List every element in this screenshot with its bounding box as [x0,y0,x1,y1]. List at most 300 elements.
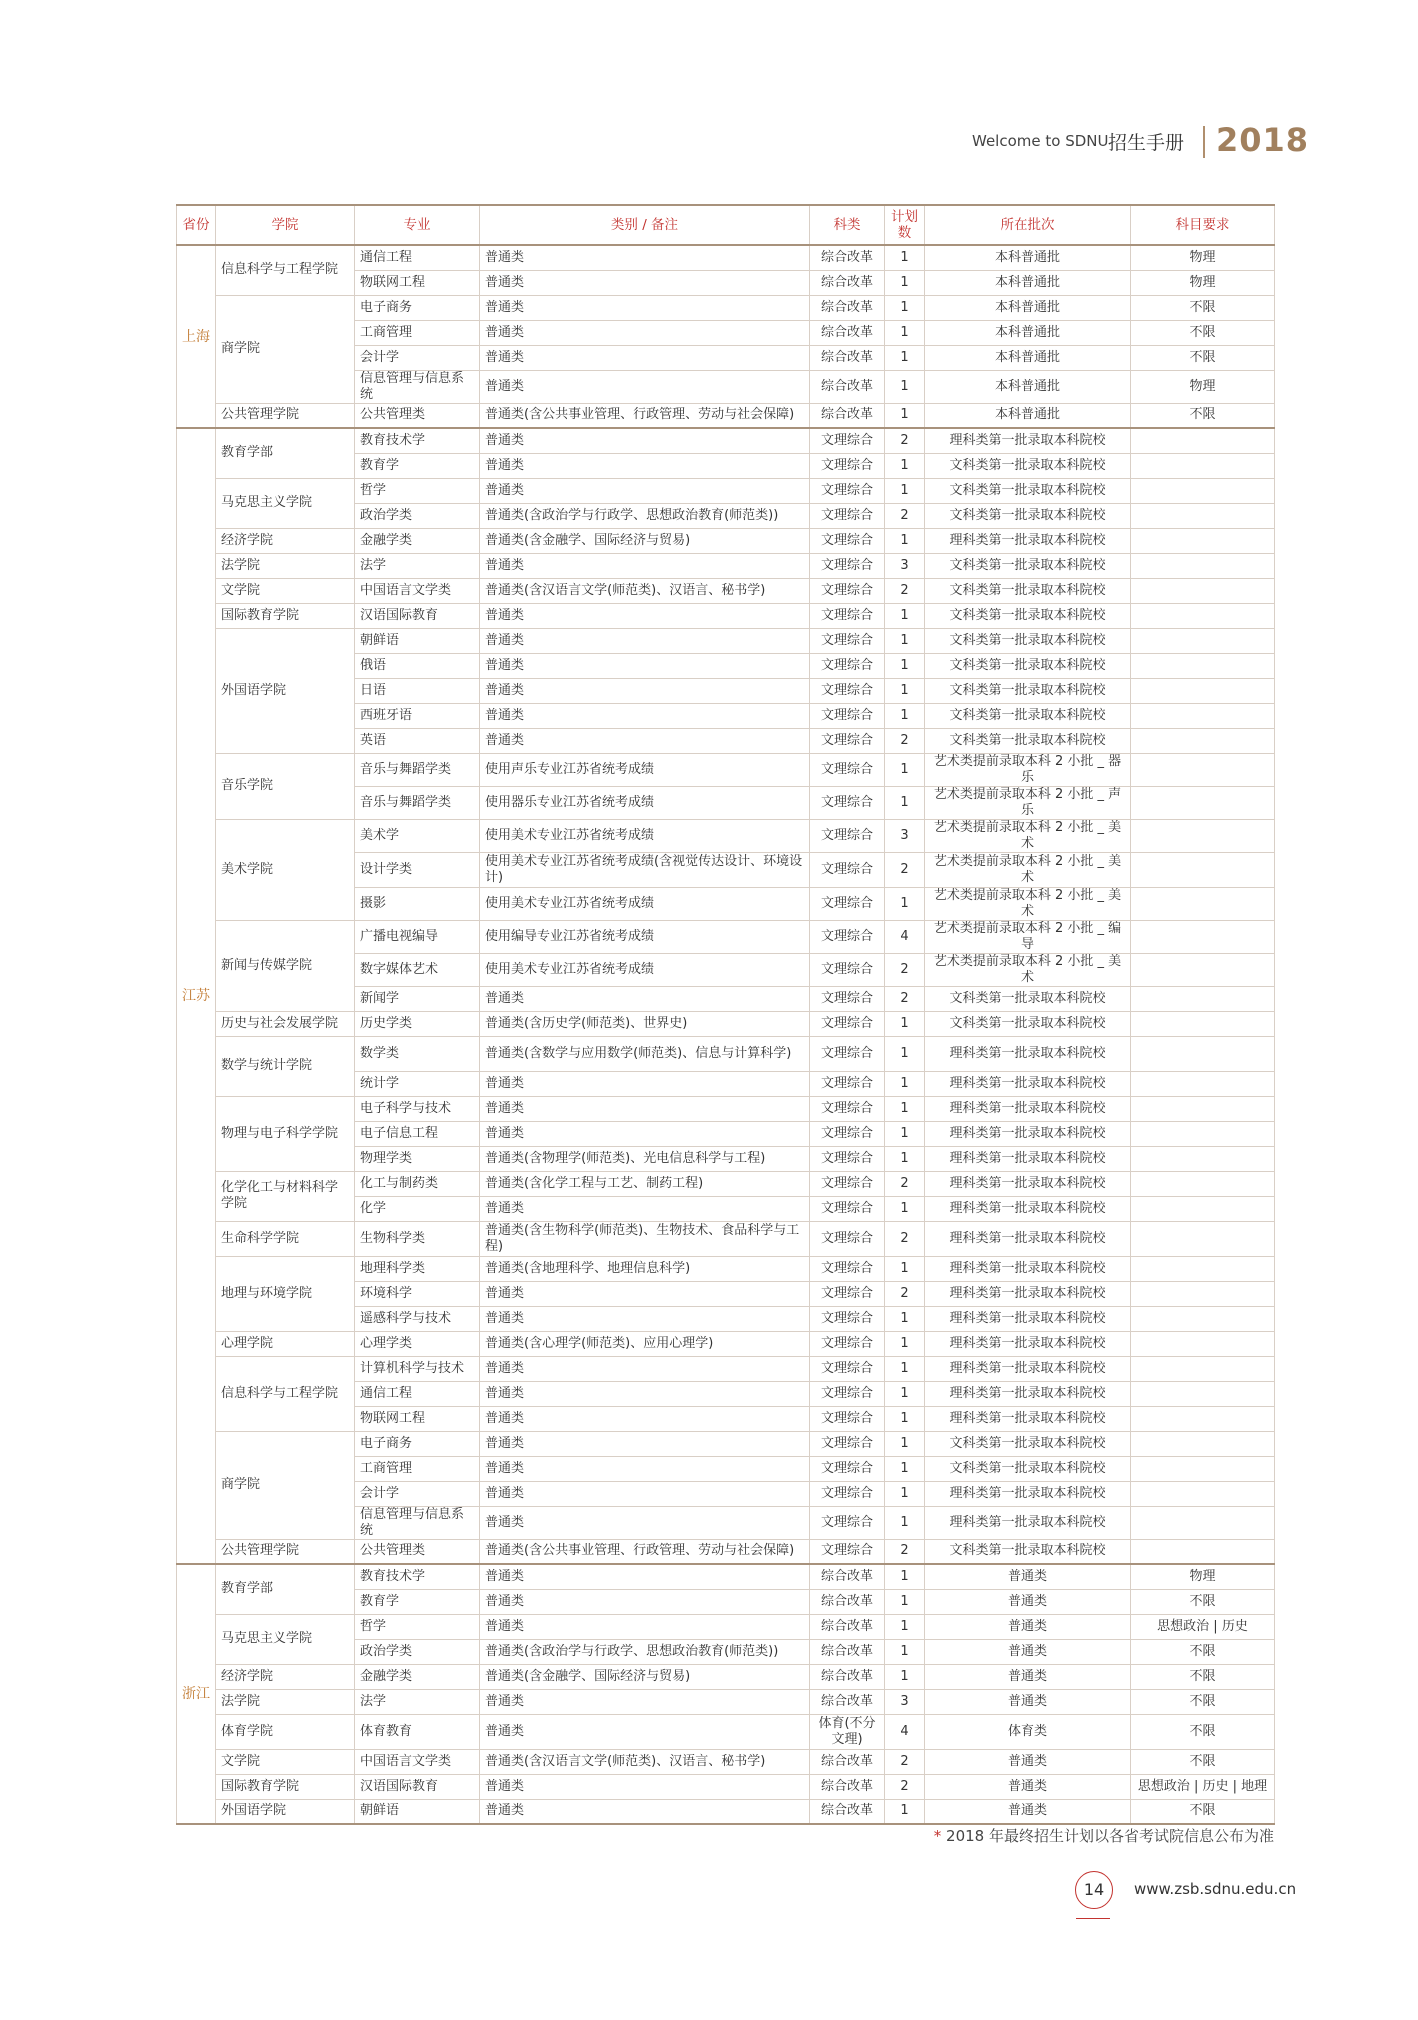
batch-cell: 艺术类提前录取本科 2 小批 _ 声乐 [925,786,1131,819]
college-cell: 教育学部 [216,428,355,478]
plan-count-cell: 1 [885,1331,925,1356]
subject-type-cell: 综合改革 [810,1799,885,1824]
plan-count-cell: 1 [885,453,925,478]
plan-count-cell: 1 [885,370,925,403]
major-cell: 英语 [355,728,480,753]
footnote-text: 2018 年最终招生计划以各省考试院信息公布为准 [941,1827,1274,1845]
requirement-cell: 思想政治 | 历史 [1131,1614,1275,1639]
requirement-cell [1131,1539,1275,1564]
major-cell: 教育技术学 [355,1564,480,1589]
requirement-cell [1131,1381,1275,1406]
batch-cell: 普通类 [925,1614,1131,1639]
batch-cell: 理科类第一批录取本科院校 [925,1331,1131,1356]
college-cell: 文学院 [216,578,355,603]
subject-type-cell: 文理综合 [810,1221,885,1256]
plan-count-cell: 1 [885,1431,925,1456]
table-row [177,1749,1275,1774]
major-cell: 化工与制药类 [355,1171,480,1196]
major-cell: 体育教育 [355,1714,480,1749]
plan-count-cell: 1 [885,403,925,428]
major-cell: 汉语国际教育 [355,603,480,628]
major-cell: 电子商务 [355,295,480,320]
plan-count-cell: 1 [885,478,925,503]
column-header: 学院 [216,205,355,245]
major-cell: 音乐与舞蹈学类 [355,753,480,786]
batch-cell: 艺术类提前录取本科 2 小批 _ 美术 [925,887,1131,920]
category-cell: 普通类(含政治学与行政学、思想政治教育(师范类)) [480,503,810,528]
plan-count-cell: 1 [885,1036,925,1071]
subject-type-cell: 文理综合 [810,1381,885,1406]
province-group [177,428,1275,1564]
table-row [177,1614,1275,1639]
plan-count-cell: 2 [885,986,925,1011]
batch-cell: 文科类第一批录取本科院校 [925,578,1131,603]
subject-type-cell: 文理综合 [810,528,885,553]
subject-type-cell: 文理综合 [810,1281,885,1306]
major-cell: 通信工程 [355,245,480,270]
subject-type-cell: 文理综合 [810,1431,885,1456]
requirement-cell [1131,1456,1275,1481]
table-row [177,1331,1275,1356]
college-cell: 历史与社会发展学院 [216,1011,355,1036]
subject-type-cell: 文理综合 [810,1331,885,1356]
subject-type-cell: 综合改革 [810,1564,885,1589]
table-row [177,819,1275,852]
requirement-cell [1131,453,1275,478]
requirement-cell [1131,1306,1275,1331]
subject-type-cell: 文理综合 [810,653,885,678]
requirement-cell [1131,1121,1275,1146]
category-cell: 普通类 [480,478,810,503]
major-cell: 通信工程 [355,1381,480,1406]
category-cell: 普通类 [480,1381,810,1406]
table-row [177,478,1275,503]
category-cell: 普通类(含公共事业管理、行政管理、劳动与社会保障) [480,1539,810,1564]
major-cell: 生物科学类 [355,1221,480,1256]
category-cell: 普通类 [480,1589,810,1614]
page-number-underline [1076,1918,1110,1919]
college-cell: 美术学院 [216,819,355,920]
subject-type-cell: 文理综合 [810,953,885,986]
college-cell: 新闻与传媒学院 [216,920,355,1011]
category-cell: 普通类 [480,428,810,453]
batch-cell: 理科类第一批录取本科院校 [925,1506,1131,1539]
college-cell: 经济学院 [216,528,355,553]
category-cell: 普通类 [480,553,810,578]
subject-type-cell: 文理综合 [810,428,885,453]
college-cell: 化学化工与材料科学学院 [216,1171,355,1221]
category-cell: 普通类 [480,986,810,1011]
requirement-cell [1131,753,1275,786]
header-welcome: Welcome to SDNU [972,132,1109,150]
requirement-cell [1131,1481,1275,1506]
college-cell: 体育学院 [216,1714,355,1749]
column-header: 类别 / 备注 [480,205,810,245]
plan-count-cell: 1 [885,1381,925,1406]
college-cell: 马克思主义学院 [216,1614,355,1664]
table-row [177,553,1275,578]
table-header-row [177,205,1275,245]
category-cell: 普通类 [480,1096,810,1121]
header-year: 2018 [1216,121,1310,159]
major-cell: 哲学 [355,1614,480,1639]
table-row [177,753,1275,786]
plan-count-cell: 3 [885,553,925,578]
subject-type-cell: 文理综合 [810,753,885,786]
batch-cell: 本科普通批 [925,245,1131,270]
table-row [177,1011,1275,1036]
plan-count-cell: 1 [885,1564,925,1589]
subject-type-cell: 综合改革 [810,1774,885,1799]
college-cell: 公共管理学院 [216,1539,355,1564]
subject-type-cell: 文理综合 [810,603,885,628]
plan-count-cell: 1 [885,1356,925,1381]
category-cell: 普通类 [480,1774,810,1799]
subject-type-cell: 综合改革 [810,1614,885,1639]
requirement-cell: 不限 [1131,1714,1275,1749]
subject-type-cell: 综合改革 [810,1664,885,1689]
batch-cell: 理科类第一批录取本科院校 [925,1481,1131,1506]
major-cell: 教育技术学 [355,428,480,453]
requirement-cell [1131,953,1275,986]
plan-count-cell: 1 [885,320,925,345]
requirement-cell [1131,703,1275,728]
category-cell: 使用美术专业江苏省统考成绩 [480,887,810,920]
requirement-cell: 不限 [1131,320,1275,345]
table-row [177,1036,1275,1071]
subject-type-cell: 文理综合 [810,1256,885,1281]
category-cell: 普通类(含金融学、国际经济与贸易) [480,1664,810,1689]
table-row [177,578,1275,603]
batch-cell: 文科类第一批录取本科院校 [925,453,1131,478]
requirement-cell: 不限 [1131,1749,1275,1774]
batch-cell: 文科类第一批录取本科院校 [925,986,1131,1011]
plan-count-cell: 1 [885,678,925,703]
category-cell: 普通类(含政治学与行政学、思想政治教育(师范类)) [480,1639,810,1664]
requirement-cell [1131,1221,1275,1256]
subject-type-cell: 文理综合 [810,553,885,578]
batch-cell: 文科类第一批录取本科院校 [925,478,1131,503]
major-cell: 电子信息工程 [355,1121,480,1146]
category-cell: 普通类 [480,1281,810,1306]
column-header: 所在批次 [925,205,1131,245]
column-header: 省份 [177,205,216,245]
college-cell: 物理与电子科学学院 [216,1096,355,1171]
table-row [177,1539,1275,1564]
category-cell: 普通类 [480,295,810,320]
batch-cell: 本科普通批 [925,370,1131,403]
category-cell: 普通类 [480,728,810,753]
category-cell: 普通类 [480,703,810,728]
table-row [177,403,1275,428]
batch-cell: 理科类第一批录取本科院校 [925,1171,1131,1196]
requirement-cell: 不限 [1131,345,1275,370]
category-cell: 普通类(含生物科学(师范类)、生物技术、食品科学与工程) [480,1221,810,1256]
header-divider [1203,126,1205,158]
category-cell: 普通类 [480,1121,810,1146]
plan-count-cell: 1 [885,1256,925,1281]
category-cell: 普通类 [480,603,810,628]
batch-cell: 文科类第一批录取本科院校 [925,703,1131,728]
subject-type-cell: 文理综合 [810,1036,885,1071]
major-cell: 日语 [355,678,480,703]
subject-type-cell: 文理综合 [810,628,885,653]
category-cell: 普通类 [480,453,810,478]
major-cell: 物联网工程 [355,1406,480,1431]
plan-count-cell: 1 [885,1614,925,1639]
table-row [177,1664,1275,1689]
major-cell: 统计学 [355,1071,480,1096]
subject-type-cell: 文理综合 [810,578,885,603]
category-cell: 普通类(含公共事业管理、行政管理、劳动与社会保障) [480,403,810,428]
requirement-cell [1131,1171,1275,1196]
plan-count-cell: 1 [885,1664,925,1689]
category-cell: 普通类 [480,653,810,678]
footnote [934,1825,1274,1846]
category-cell: 使用美术专业江苏省统考成绩(含视觉传达设计、环境设计) [480,852,810,887]
province-cell: 江苏 [177,428,216,1564]
plan-count-cell: 1 [885,1146,925,1171]
requirement-cell [1131,986,1275,1011]
plan-count-cell: 4 [885,1714,925,1749]
requirement-cell [1131,628,1275,653]
subject-type-cell: 综合改革 [810,295,885,320]
plan-count-cell: 2 [885,1221,925,1256]
plan-count-cell: 1 [885,1506,925,1539]
college-cell: 教育学部 [216,1564,355,1614]
subject-type-cell: 文理综合 [810,1011,885,1036]
major-cell: 工商管理 [355,320,480,345]
subject-type-cell: 文理综合 [810,728,885,753]
province-group [177,1564,1275,1824]
batch-cell: 理科类第一批录取本科院校 [925,1146,1131,1171]
subject-type-cell: 文理综合 [810,703,885,728]
subject-type-cell: 体育(不分文理) [810,1714,885,1749]
plan-count-cell: 1 [885,1481,925,1506]
college-cell: 商学院 [216,295,355,403]
batch-cell: 普通类 [925,1564,1131,1589]
plan-count-cell: 1 [885,1121,925,1146]
table-row [177,920,1275,953]
college-cell: 文学院 [216,1749,355,1774]
batch-cell: 理科类第一批录取本科院校 [925,1221,1131,1256]
college-cell: 商学院 [216,1431,355,1539]
major-cell: 金融学类 [355,528,480,553]
plan-count-cell: 2 [885,503,925,528]
batch-cell: 艺术类提前录取本科 2 小批 _ 编导 [925,920,1131,953]
batch-cell: 文科类第一批录取本科院校 [925,1011,1131,1036]
major-cell: 数字媒体艺术 [355,953,480,986]
batch-cell: 普通类 [925,1749,1131,1774]
table-row [177,528,1275,553]
batch-cell: 理科类第一批录取本科院校 [925,1306,1131,1331]
batch-cell: 艺术类提前录取本科 2 小批 _ 美术 [925,953,1131,986]
requirement-cell [1131,528,1275,553]
requirement-cell: 不限 [1131,1799,1275,1824]
batch-cell: 文科类第一批录取本科院校 [925,628,1131,653]
major-cell: 公共管理类 [355,1539,480,1564]
college-cell: 国际教育学院 [216,1774,355,1799]
college-cell: 外国语学院 [216,1799,355,1824]
requirement-cell [1131,428,1275,453]
major-cell: 信息管理与信息系统 [355,1506,480,1539]
requirement-cell [1131,678,1275,703]
subject-type-cell: 文理综合 [810,819,885,852]
college-cell: 外国语学院 [216,628,355,753]
subject-type-cell: 文理综合 [810,1306,885,1331]
major-cell: 物理学类 [355,1146,480,1171]
major-cell: 法学 [355,553,480,578]
column-header: 专业 [355,205,480,245]
major-cell: 教育学 [355,453,480,478]
plan-count-cell: 1 [885,703,925,728]
category-cell: 普通类 [480,1196,810,1221]
subject-type-cell: 文理综合 [810,852,885,887]
plan-count-cell: 2 [885,1281,925,1306]
plan-count-cell: 1 [885,1306,925,1331]
requirement-cell [1131,1146,1275,1171]
major-cell: 计算机科学与技术 [355,1356,480,1381]
table-row [177,428,1275,453]
requirement-cell: 物理 [1131,245,1275,270]
major-cell: 中国语言文学类 [355,578,480,603]
plan-count-cell: 1 [885,245,925,270]
requirement-cell [1131,1431,1275,1456]
batch-cell: 文科类第一批录取本科院校 [925,1431,1131,1456]
requirement-cell [1131,653,1275,678]
batch-cell: 普通类 [925,1589,1131,1614]
college-cell: 经济学院 [216,1664,355,1689]
plan-count-cell: 3 [885,1689,925,1714]
table-row [177,1171,1275,1196]
requirement-cell [1131,819,1275,852]
major-cell: 地理科学类 [355,1256,480,1281]
subject-type-cell: 文理综合 [810,1481,885,1506]
college-cell: 国际教育学院 [216,603,355,628]
plan-count-cell: 2 [885,1171,925,1196]
major-cell: 环境科学 [355,1281,480,1306]
table-row [177,1096,1275,1121]
college-cell: 数学与统计学院 [216,1036,355,1096]
college-cell: 法学院 [216,553,355,578]
major-cell: 俄语 [355,653,480,678]
subject-type-cell: 文理综合 [810,478,885,503]
batch-cell: 普通类 [925,1689,1131,1714]
category-cell: 普通类 [480,1614,810,1639]
plan-count-cell: 1 [885,753,925,786]
subject-type-cell: 文理综合 [810,920,885,953]
category-cell: 普通类(含汉语言文学(师范类)、汉语言、秘书学) [480,1749,810,1774]
batch-cell: 本科普通批 [925,320,1131,345]
plan-count-cell: 1 [885,1456,925,1481]
major-cell: 历史学类 [355,1011,480,1036]
header-book-title: 招生手册 [1108,132,1185,154]
plan-count-cell: 1 [885,628,925,653]
plan-count-cell: 1 [885,653,925,678]
batch-cell: 理科类第一批录取本科院校 [925,1121,1131,1146]
category-cell: 使用器乐专业江苏省统考成绩 [480,786,810,819]
plan-count-cell: 1 [885,1406,925,1431]
plan-count-cell: 2 [885,578,925,603]
plan-count-cell: 1 [885,887,925,920]
category-cell: 普通类 [480,1506,810,1539]
plan-count-cell: 2 [885,953,925,986]
major-cell: 遥感科学与技术 [355,1306,480,1331]
major-cell: 数学类 [355,1036,480,1071]
requirement-cell [1131,1196,1275,1221]
table-row [177,628,1275,653]
category-cell: 普通类(含金融学、国际经济与贸易) [480,528,810,553]
plan-count-cell: 4 [885,920,925,953]
table-row [177,1431,1275,1456]
requirement-cell: 不限 [1131,1664,1275,1689]
plan-count-cell: 2 [885,1774,925,1799]
subject-type-cell: 文理综合 [810,1096,885,1121]
requirement-cell: 不限 [1131,1639,1275,1664]
table-row [177,1714,1275,1749]
major-cell: 电子商务 [355,1431,480,1456]
table-row [177,1221,1275,1256]
subject-type-cell: 文理综合 [810,1506,885,1539]
major-cell: 哲学 [355,478,480,503]
requirement-cell: 物理 [1131,270,1275,295]
category-cell: 普通类 [480,1356,810,1381]
requirement-cell [1131,1331,1275,1356]
batch-cell: 理科类第一批录取本科院校 [925,1036,1131,1071]
category-cell: 普通类 [480,320,810,345]
requirement-cell [1131,578,1275,603]
plan-count-cell: 3 [885,819,925,852]
category-cell: 使用声乐专业江苏省统考成绩 [480,753,810,786]
plan-count-cell: 1 [885,1589,925,1614]
major-cell: 工商管理 [355,1456,480,1481]
category-cell: 普通类(含汉语言文学(师范类)、汉语言、秘书学) [480,578,810,603]
batch-cell: 文科类第一批录取本科院校 [925,678,1131,703]
category-cell: 普通类 [480,1564,810,1589]
major-cell: 法学 [355,1689,480,1714]
category-cell: 普通类(含数学与应用数学(师范类)、信息与计算科学) [480,1036,810,1071]
requirement-cell [1131,603,1275,628]
major-cell: 物联网工程 [355,270,480,295]
college-cell: 心理学院 [216,1331,355,1356]
batch-cell: 体育类 [925,1714,1131,1749]
batch-cell: 理科类第一批录取本科院校 [925,428,1131,453]
plan-count-cell: 1 [885,528,925,553]
plan-count-cell: 1 [885,1096,925,1121]
batch-cell: 理科类第一批录取本科院校 [925,528,1131,553]
major-cell: 美术学 [355,819,480,852]
subject-type-cell: 文理综合 [810,1356,885,1381]
requirement-cell [1131,503,1275,528]
requirement-cell [1131,1011,1275,1036]
subject-type-cell: 综合改革 [810,1639,885,1664]
province-group [177,245,1275,428]
batch-cell: 文科类第一批录取本科院校 [925,1539,1131,1564]
subject-type-cell: 文理综合 [810,1071,885,1096]
plan-count-cell: 1 [885,295,925,320]
college-cell: 生命科学学院 [216,1221,355,1256]
category-cell: 普通类 [480,1481,810,1506]
subject-type-cell: 综合改革 [810,270,885,295]
table-row [177,295,1275,320]
table-row [177,245,1275,270]
batch-cell: 本科普通批 [925,345,1131,370]
batch-cell: 理科类第一批录取本科院校 [925,1406,1131,1431]
batch-cell: 普通类 [925,1774,1131,1799]
batch-cell: 艺术类提前录取本科 2 小批 _ 美术 [925,819,1131,852]
plan-count-cell: 1 [885,1011,925,1036]
major-cell: 金融学类 [355,1664,480,1689]
